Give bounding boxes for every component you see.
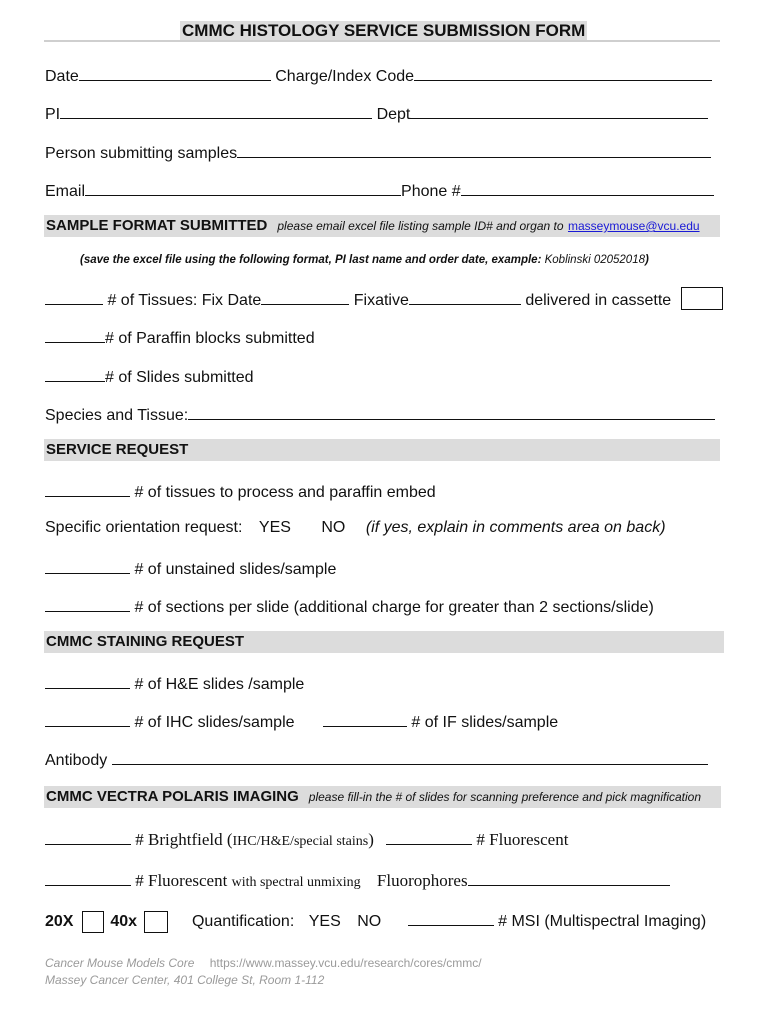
ihc-label: # of IHC slides/sample [134,714,295,731]
brightfield-row [45,828,568,852]
sections-label: # of sections per slide (additional charge for greater than 2 sections/slide) [134,599,654,616]
orientation-note: (if yes, explain in comments area on back) [365,519,666,536]
email-link[interactable]: masseymouse@vcu.edu [567,219,700,233]
excel-example: Koblinski 02052018 [544,254,645,266]
brightfield-detail: IHC/H&E/special stains [232,834,369,849]
orientation-yes[interactable]: YES [258,519,291,536]
paraffin-row [45,326,315,349]
quant-yes[interactable]: YES [308,913,341,930]
date-field[interactable] [79,64,271,81]
ihc-if-row [45,710,558,733]
service-request-band [44,439,720,461]
slides-row [45,365,254,388]
orientation-row [45,518,666,538]
email-label: Email [45,183,86,200]
spectral-detail: with spectral unmixing [231,875,361,890]
brightfield-close: ) [368,830,374,849]
email-row [45,179,714,202]
slides-label: # of Slides submitted [105,369,254,386]
staining-request-band [44,631,724,653]
process-label: # of tissues to process and paraffin embed [134,484,436,501]
sample-format-note: please email excel file listing sample ID# and organ to [277,219,564,233]
antibody-row [45,748,708,771]
brightfield-count-field[interactable] [45,828,131,845]
paraffin-count-field[interactable] [45,326,105,343]
staining-request-heading: CMMC STAINING REQUEST [46,633,245,650]
tissues-label: # of Tissues: Fix Date [107,292,262,309]
slides-count-field[interactable] [45,365,105,382]
excel-note: (save the excel file using the following format, PI last name and order date, example: [80,254,542,266]
spectral-count-field[interactable] [45,869,131,886]
paraffin-label: # of Paraffin blocks submitted [105,330,315,347]
unstained-count-field[interactable] [45,557,130,574]
msi-count-field[interactable] [408,909,494,926]
form-title: CMMC HISTOLOGY SERVICE SUBMISSION FORM [182,21,586,40]
cassette-label: delivered in cassette [525,292,672,309]
tissues-count-field[interactable] [45,288,103,305]
magnification-row [45,909,706,933]
quant-label: Quantification: [191,913,295,930]
mag-20x-checkbox[interactable] [82,911,104,933]
sections-row [45,595,654,618]
species-row [45,403,715,426]
species-label: Species and Tissue: [45,407,189,424]
phone-field[interactable] [461,179,714,196]
person-field[interactable] [237,141,711,158]
if-count-field[interactable] [323,710,407,727]
excel-close: ) [645,254,649,266]
fluorescent-count-field[interactable] [386,828,472,845]
date-label: Date [45,68,79,85]
unstained-row [45,557,336,580]
footer-url[interactable]: https://www.massey.vcu.edu/research/cores/cmmc/ [209,956,482,970]
sections-count-field[interactable] [45,595,130,612]
pi-row [45,102,708,125]
sample-format-band [44,215,720,237]
imaging-band [44,786,721,808]
sample-format-heading: SAMPLE FORMAT SUBMITTED [46,217,268,234]
mag-40x-checkbox[interactable] [144,911,168,933]
spectral-label: # Fluorescent [135,871,228,890]
charge-label: Charge/Index Code [275,68,415,85]
phone-label: Phone # [401,183,461,200]
if-label: # of IF slides/sample [411,714,559,731]
date-row [45,64,712,87]
charge-field[interactable] [414,64,712,81]
ihc-count-field[interactable] [45,710,130,727]
email-field[interactable] [85,179,401,196]
fixative-field[interactable] [409,288,521,305]
antibody-field[interactable] [112,748,708,765]
cassette-checkbox[interactable] [681,287,723,310]
he-count-field[interactable] [45,672,130,689]
process-row [45,480,436,503]
fix-date-field[interactable] [261,288,349,305]
person-row [45,141,711,164]
fluorophores-label: Fluorophores [376,871,468,890]
excel-note-row [80,254,649,266]
brightfield-label: # Brightfield ( [135,830,233,849]
footer-core-name: Cancer Mouse Models Core [45,956,195,970]
tissues-row [45,288,671,311]
mag-40x-label: 40x [110,913,138,930]
fixative-label: Fixative [353,292,409,309]
antibody-label: Antibody [45,752,108,769]
service-request-heading: SERVICE REQUEST [46,441,189,458]
msi-label: # MSI (Multispectral Imaging) [498,913,707,930]
dept-label: Dept [376,106,411,123]
pi-label: PI [45,106,61,123]
imaging-note: please fill-in the # of slides for scanning preference and pick magnification [308,790,702,804]
imaging-heading: CMMC VECTRA POLARIS IMAGING [46,788,299,805]
fluorophores-field[interactable] [468,869,670,886]
footer-address: Massey Cancer Center, 401 College St, Room 1-112 [45,973,325,987]
person-label: Person submitting samples [45,145,238,162]
orientation-label: Specific orientation request: [45,519,243,536]
process-count-field[interactable] [45,480,130,497]
dept-field[interactable] [410,102,708,119]
footer-line-1 [45,956,482,970]
pi-field[interactable] [60,102,372,119]
he-row [45,672,304,695]
quant-no[interactable]: NO [357,913,382,930]
mag-20x-label: 20X [45,913,74,930]
fluorescent-label: # Fluorescent [476,830,569,849]
unstained-label: # of unstained slides/sample [134,561,337,578]
title-divider [44,40,720,42]
he-label: # of H&E slides /sample [134,676,305,693]
species-field[interactable] [188,403,715,420]
orientation-no[interactable]: NO [321,519,346,536]
spectral-row [45,869,670,893]
